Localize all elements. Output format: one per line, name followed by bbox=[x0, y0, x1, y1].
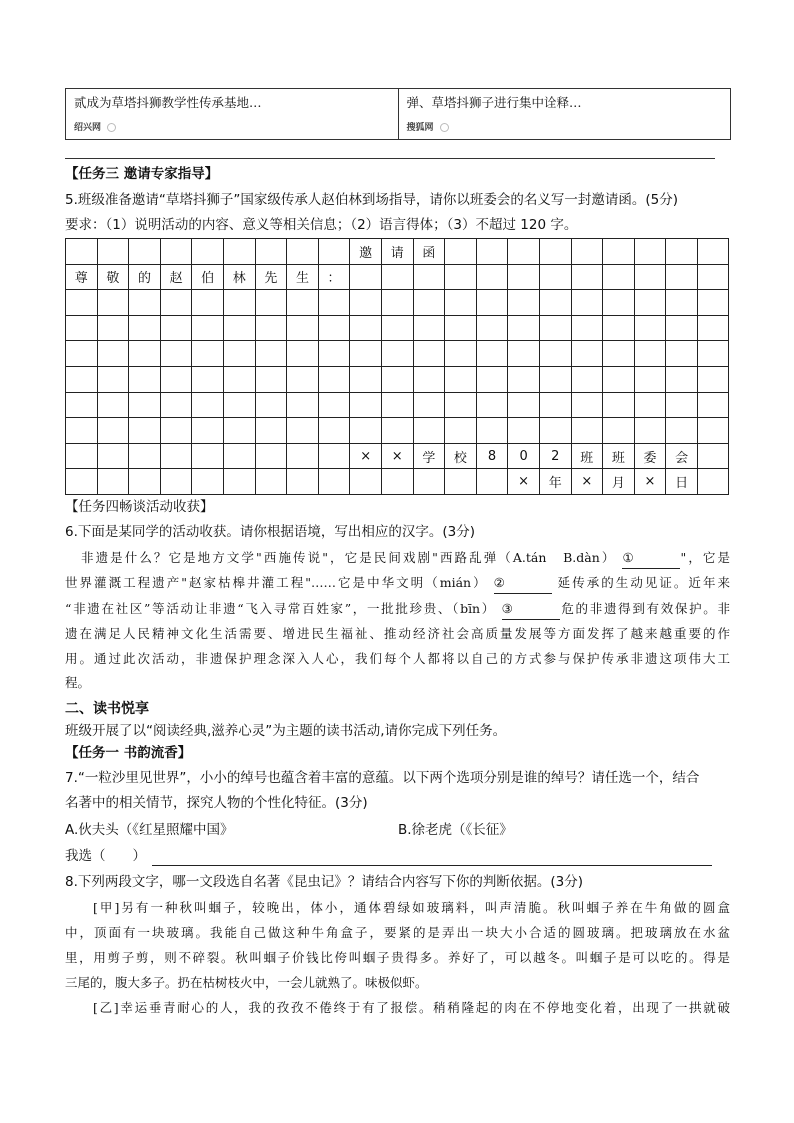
writing-grid[interactable] bbox=[65, 238, 729, 495]
grid-row bbox=[66, 290, 729, 316]
grid-cell[interactable] bbox=[666, 341, 698, 367]
q6-line: 程。 bbox=[65, 675, 91, 690]
grid-cell[interactable] bbox=[666, 315, 698, 341]
grid-cell[interactable]: 日 bbox=[666, 469, 698, 495]
grid-cell[interactable] bbox=[476, 366, 508, 392]
news-results-table bbox=[65, 88, 731, 140]
grid-cell[interactable] bbox=[97, 443, 129, 469]
grid-row bbox=[66, 418, 729, 444]
grid-cell[interactable] bbox=[571, 392, 603, 418]
grid-cell[interactable] bbox=[66, 443, 98, 469]
passage-jia: 里，用剪子剪，则不碎裂。秋叫蝈子价钱比侉叫蝈子贵得多。养好了，可以越冬。叫蝈子是可以吃的。得是 bbox=[65, 950, 730, 965]
grid-cell[interactable] bbox=[666, 418, 698, 444]
grid-cell[interactable] bbox=[350, 469, 382, 495]
grid-cell[interactable] bbox=[160, 341, 192, 367]
grid-cell[interactable] bbox=[571, 264, 603, 290]
grid-cell[interactable]: 尊 bbox=[66, 264, 98, 290]
grid-cell[interactable] bbox=[350, 392, 382, 418]
grid-cell[interactable]: × bbox=[381, 443, 413, 469]
grid-cell[interactable] bbox=[66, 341, 98, 367]
circle-icon bbox=[107, 123, 116, 132]
grid-cell[interactable] bbox=[413, 290, 445, 316]
grid-cell[interactable] bbox=[571, 366, 603, 392]
question-5: 5.班级准备邀请“草塔抖狮子”国家级传承人赵伯林到场指导，请你以班委会的名义写一封邀请函。(5分) bbox=[65, 192, 678, 208]
grid-cell[interactable]: 邀 bbox=[350, 239, 382, 265]
grid-cell[interactable] bbox=[476, 469, 508, 495]
grid-row bbox=[66, 239, 729, 265]
grid-cell[interactable] bbox=[318, 290, 350, 316]
grid-cell[interactable] bbox=[634, 290, 666, 316]
blank-1[interactable]: ① bbox=[622, 548, 680, 569]
grid-cell[interactable] bbox=[697, 239, 729, 265]
grid-cell[interactable] bbox=[697, 366, 729, 392]
grid-cell[interactable] bbox=[508, 341, 540, 367]
grid-cell[interactable] bbox=[192, 315, 224, 341]
grid-cell[interactable]: 林 bbox=[223, 264, 255, 290]
grid-cell[interactable] bbox=[539, 290, 571, 316]
grid-cell[interactable] bbox=[66, 239, 98, 265]
grid-cell[interactable] bbox=[539, 392, 571, 418]
grid-cell[interactable] bbox=[445, 315, 477, 341]
passage-jia: 三尾的，腹大多子。扔在枯树枝火中，一会儿就熟了。味极似虾。 bbox=[65, 975, 428, 990]
grid-cell[interactable] bbox=[129, 469, 161, 495]
grid-cell[interactable] bbox=[255, 290, 287, 316]
grid-cell[interactable] bbox=[445, 341, 477, 367]
grid-cell[interactable] bbox=[539, 264, 571, 290]
grid-cell[interactable]: 年 bbox=[539, 469, 571, 495]
grid-cell[interactable] bbox=[508, 239, 540, 265]
grid-cell[interactable] bbox=[476, 418, 508, 444]
grid-cell[interactable] bbox=[223, 290, 255, 316]
grid-cell[interactable] bbox=[381, 264, 413, 290]
grid-cell[interactable] bbox=[287, 341, 319, 367]
grid-cell[interactable] bbox=[445, 264, 477, 290]
grid-cell[interactable] bbox=[160, 443, 192, 469]
grid-cell[interactable] bbox=[97, 392, 129, 418]
news-source: 搜狐网 bbox=[407, 120, 449, 133]
answer-line[interactable] bbox=[152, 849, 712, 866]
grid-cell[interactable] bbox=[192, 418, 224, 444]
grid-cell[interactable] bbox=[476, 239, 508, 265]
grid-cell[interactable] bbox=[603, 366, 635, 392]
grid-cell[interactable] bbox=[413, 341, 445, 367]
grid-row bbox=[66, 469, 729, 495]
grid-cell[interactable] bbox=[571, 315, 603, 341]
grid-cell[interactable] bbox=[381, 392, 413, 418]
grid-cell[interactable] bbox=[192, 392, 224, 418]
grid-cell[interactable] bbox=[571, 341, 603, 367]
grid-cell[interactable] bbox=[255, 341, 287, 367]
grid-cell[interactable] bbox=[634, 239, 666, 265]
grid-cell[interactable] bbox=[445, 366, 477, 392]
grid-cell[interactable] bbox=[318, 392, 350, 418]
grid-cell[interactable] bbox=[539, 418, 571, 444]
grid-cell[interactable] bbox=[697, 469, 729, 495]
grid-cell[interactable] bbox=[603, 341, 635, 367]
passage-jia: [甲]另有一种秋叫蝈子，较晚出，体小，通体碧绿如玻璃料，叫声清脆。秋叫蝈子养在牛角做的圆盒 bbox=[93, 900, 730, 915]
grid-cell[interactable] bbox=[413, 418, 445, 444]
grid-cell[interactable] bbox=[97, 469, 129, 495]
grid-cell[interactable] bbox=[223, 392, 255, 418]
question-5-requirements: 要求：（1）说明活动的内容、意义等相关信息；（2）语言得体；（3）不超过 120 字。 bbox=[65, 217, 578, 233]
grid-cell[interactable] bbox=[97, 341, 129, 367]
grid-cell[interactable] bbox=[381, 315, 413, 341]
q6-line: 遗在满足人民精神文化生活需要、增进民生福祉、推动经济社会高质量发展等方面发挥了越来越重要的作 bbox=[65, 626, 730, 641]
grid-cell[interactable] bbox=[255, 315, 287, 341]
grid-cell[interactable] bbox=[381, 469, 413, 495]
grid-cell[interactable] bbox=[697, 341, 729, 367]
grid-cell[interactable]: 赵 bbox=[160, 264, 192, 290]
grid-cell[interactable] bbox=[445, 239, 477, 265]
grid-row bbox=[66, 366, 729, 392]
option-a: A.伙夫头（《红星照耀中国》 bbox=[65, 822, 234, 838]
grid-cell[interactable]: 2 bbox=[539, 443, 571, 469]
task3-heading: 【任务三 邀请专家指导】 bbox=[65, 166, 219, 182]
grid-cell[interactable] bbox=[508, 418, 540, 444]
grid-row bbox=[66, 392, 729, 418]
grid-cell[interactable] bbox=[287, 290, 319, 316]
grid-cell[interactable] bbox=[66, 315, 98, 341]
grid-cell[interactable] bbox=[603, 264, 635, 290]
q6-line: “非遗在社区”等活动让非遗“飞入寻常百姓家”，一批批珍贵、（bīn） ③ 危的非遗得到有效保护。非 bbox=[65, 599, 730, 620]
grid-cell[interactable] bbox=[508, 264, 540, 290]
grid-cell[interactable] bbox=[697, 418, 729, 444]
grid-cell[interactable] bbox=[223, 418, 255, 444]
grid-cell[interactable]: 0 bbox=[508, 443, 540, 469]
grid-cell[interactable] bbox=[255, 239, 287, 265]
grid-cell[interactable] bbox=[508, 366, 540, 392]
grid-cell[interactable] bbox=[287, 443, 319, 469]
grid-cell[interactable] bbox=[666, 392, 698, 418]
grid-cell[interactable] bbox=[508, 315, 540, 341]
choice-line[interactable]: 我选（ ） bbox=[65, 846, 730, 866]
grid-row bbox=[66, 443, 729, 469]
grid-cell[interactable] bbox=[571, 290, 603, 316]
grid-cell[interactable] bbox=[192, 290, 224, 316]
grid-cell[interactable]: 班 bbox=[603, 443, 635, 469]
grid-cell[interactable] bbox=[192, 469, 224, 495]
grid-cell[interactable] bbox=[223, 366, 255, 392]
divider bbox=[65, 158, 715, 159]
grid-cell[interactable] bbox=[318, 469, 350, 495]
q6-line: 非遗是什么？它是地方文学"西施传说"，它是民间戏剧"西路乱弹（A.tán B.dàn） ① "，它是 bbox=[65, 548, 730, 569]
grid-cell[interactable] bbox=[255, 469, 287, 495]
grid-cell[interactable]: 班 bbox=[571, 443, 603, 469]
grid-cell[interactable] bbox=[666, 366, 698, 392]
grid-cell[interactable] bbox=[66, 392, 98, 418]
grid-cell[interactable] bbox=[66, 290, 98, 316]
grid-cell[interactable] bbox=[476, 264, 508, 290]
grid-cell[interactable] bbox=[445, 418, 477, 444]
grid-cell[interactable] bbox=[350, 341, 382, 367]
option-b: B.徐老虎（《长征》 bbox=[398, 822, 513, 838]
grid-cell[interactable] bbox=[603, 290, 635, 316]
grid-cell[interactable] bbox=[413, 366, 445, 392]
q6-line: 世界灌溉工程遗产"赵家枯槔井灌工程"……它是中华文明（mián） ② 延传承的生动见证。近年来 bbox=[65, 573, 730, 594]
grid-cell[interactable] bbox=[666, 264, 698, 290]
news-text: 贰成为草塔抖狮教学性传承基地… bbox=[74, 95, 262, 110]
grid-cell[interactable] bbox=[603, 239, 635, 265]
grid-cell[interactable] bbox=[539, 315, 571, 341]
grid-cell[interactable] bbox=[508, 392, 540, 418]
grid-cell[interactable] bbox=[539, 366, 571, 392]
grid-cell[interactable] bbox=[571, 418, 603, 444]
grid-cell[interactable] bbox=[697, 392, 729, 418]
grid-cell[interactable]: 校 bbox=[445, 443, 477, 469]
grid-cell[interactable] bbox=[129, 341, 161, 367]
grid-row bbox=[66, 315, 729, 341]
grid-cell[interactable] bbox=[476, 392, 508, 418]
grid-row bbox=[66, 341, 729, 367]
news-item[interactable] bbox=[66, 89, 398, 139]
grid-cell[interactable] bbox=[318, 239, 350, 265]
grid-cell[interactable] bbox=[160, 315, 192, 341]
grid-cell[interactable]: 的 bbox=[129, 264, 161, 290]
grid-cell[interactable]: × bbox=[571, 469, 603, 495]
grid-cell[interactable]: × bbox=[350, 443, 382, 469]
grid-cell[interactable] bbox=[697, 264, 729, 290]
grid-cell[interactable] bbox=[634, 366, 666, 392]
grid-cell[interactable] bbox=[603, 392, 635, 418]
grid-cell[interactable]: 委 bbox=[634, 443, 666, 469]
grid-cell[interactable] bbox=[160, 469, 192, 495]
grid-cell[interactable] bbox=[97, 366, 129, 392]
grid-cell[interactable]: × bbox=[508, 469, 540, 495]
question-7: 7.“一粒沙里见世界”，小小的绰号也蕴含着丰富的意蕴。以下两个选项分别是谁的绰号？请任选一个，结合 bbox=[65, 770, 700, 786]
grid-cell[interactable] bbox=[192, 341, 224, 367]
grid-cell[interactable] bbox=[318, 366, 350, 392]
grid-cell[interactable] bbox=[160, 418, 192, 444]
grid-cell[interactable] bbox=[666, 239, 698, 265]
grid-cell[interactable] bbox=[413, 264, 445, 290]
grid-cell[interactable] bbox=[350, 290, 382, 316]
grid-cell[interactable] bbox=[255, 392, 287, 418]
task4-heading: 【任务四畅谈活动收获】 bbox=[65, 499, 214, 515]
grid-cell[interactable]: 请 bbox=[381, 239, 413, 265]
grid-cell[interactable] bbox=[160, 239, 192, 265]
grid-cell[interactable] bbox=[129, 366, 161, 392]
grid-cell[interactable] bbox=[129, 443, 161, 469]
news-source: 绍兴网 bbox=[74, 120, 116, 133]
grid-cell[interactable] bbox=[634, 392, 666, 418]
grid-cell[interactable] bbox=[287, 418, 319, 444]
grid-cell[interactable] bbox=[160, 290, 192, 316]
news-item[interactable] bbox=[398, 89, 731, 139]
grid-cell[interactable] bbox=[445, 290, 477, 316]
grid-cell[interactable] bbox=[287, 239, 319, 265]
grid-cell[interactable] bbox=[413, 315, 445, 341]
passage-jia: 中，顶面有一块玻璃。我能自己做这种牛角盒子，要紧的是弄出一块大小合适的圆玻璃。把玻璃放在水盆 bbox=[65, 925, 730, 940]
grid-cell[interactable] bbox=[603, 418, 635, 444]
grid-cell[interactable] bbox=[287, 392, 319, 418]
grid-cell[interactable] bbox=[223, 315, 255, 341]
grid-cell[interactable] bbox=[129, 418, 161, 444]
grid-cell[interactable] bbox=[129, 239, 161, 265]
question-6: 6.下面是某同学的活动收获。请你根据语境，写出相应的汉字。(3分) bbox=[65, 524, 476, 540]
grid-cell[interactable] bbox=[476, 315, 508, 341]
grid-cell[interactable] bbox=[97, 315, 129, 341]
grid-cell[interactable] bbox=[160, 366, 192, 392]
grid-cell[interactable] bbox=[255, 366, 287, 392]
grid-cell[interactable] bbox=[97, 418, 129, 444]
grid-cell[interactable] bbox=[350, 264, 382, 290]
grid-cell[interactable] bbox=[539, 341, 571, 367]
grid-cell[interactable] bbox=[634, 418, 666, 444]
grid-cell[interactable] bbox=[223, 341, 255, 367]
grid-cell[interactable] bbox=[571, 239, 603, 265]
grid-cell[interactable] bbox=[476, 290, 508, 316]
grid-cell[interactable] bbox=[192, 443, 224, 469]
grid-cell[interactable] bbox=[634, 341, 666, 367]
circle-icon bbox=[440, 123, 449, 132]
grid-cell[interactable] bbox=[129, 392, 161, 418]
q6-line: 用。通过此次活动，非遗保护理念深入人心，我们每个人都将以自己的方式参与保护传承非遗这项伟大工 bbox=[65, 651, 730, 666]
grid-cell[interactable]: ： bbox=[318, 264, 350, 290]
grid-cell[interactable]: 先 bbox=[255, 264, 287, 290]
grid-cell[interactable] bbox=[160, 392, 192, 418]
grid-cell[interactable] bbox=[223, 443, 255, 469]
task1-heading: 【任务一 书韵流香】 bbox=[65, 745, 192, 761]
section-2-heading: 二、读书悦享 bbox=[65, 701, 149, 717]
grid-cell[interactable] bbox=[603, 315, 635, 341]
grid-cell[interactable] bbox=[666, 290, 698, 316]
grid-cell[interactable]: 敬 bbox=[97, 264, 129, 290]
passage-yi: [乙]幸运垂青耐心的人，我的孜孜不倦终于有了报偿。稍稍隆起的肉在不停地变化着，出现了一拱就破 bbox=[93, 1000, 730, 1015]
grid-cell[interactable] bbox=[223, 239, 255, 265]
grid-cell[interactable] bbox=[97, 290, 129, 316]
grid-cell[interactable] bbox=[287, 469, 319, 495]
grid-cell[interactable]: 会 bbox=[666, 443, 698, 469]
grid-cell[interactable] bbox=[508, 290, 540, 316]
grid-cell[interactable]: 生 bbox=[287, 264, 319, 290]
grid-cell[interactable] bbox=[350, 418, 382, 444]
grid-cell[interactable] bbox=[129, 315, 161, 341]
grid-cell[interactable] bbox=[66, 418, 98, 444]
grid-cell[interactable] bbox=[445, 469, 477, 495]
grid-cell[interactable] bbox=[413, 469, 445, 495]
grid-cell[interactable] bbox=[318, 341, 350, 367]
grid-cell[interactable]: × bbox=[634, 469, 666, 495]
blank-2[interactable]: ② bbox=[494, 573, 552, 594]
grid-cell[interactable] bbox=[381, 418, 413, 444]
grid-cell[interactable] bbox=[634, 315, 666, 341]
grid-cell[interactable] bbox=[97, 239, 129, 265]
grid-cell[interactable] bbox=[192, 239, 224, 265]
grid-cell[interactable] bbox=[318, 315, 350, 341]
grid-cell[interactable] bbox=[697, 290, 729, 316]
grid-cell[interactable] bbox=[66, 366, 98, 392]
grid-cell[interactable] bbox=[413, 392, 445, 418]
grid-cell[interactable] bbox=[476, 341, 508, 367]
question-8: 8.下列两段文字，哪一文段选自名著《昆虫记》？请结合内容写下你的判断依据。(3分) bbox=[65, 874, 584, 890]
grid-cell[interactable] bbox=[381, 290, 413, 316]
grid-row bbox=[66, 264, 729, 290]
grid-cell[interactable] bbox=[697, 315, 729, 341]
grid-cell[interactable] bbox=[255, 443, 287, 469]
news-text: 弹、草塔抖狮子进行集中诠释… bbox=[406, 95, 582, 110]
grid-cell[interactable] bbox=[255, 418, 287, 444]
grid-cell[interactable] bbox=[539, 239, 571, 265]
section-2-intro: 班级开展了以“阅读经典,滋养心灵”为主题的读书活动,请你完成下列任务。 bbox=[65, 723, 507, 739]
grid-cell[interactable]: 月 bbox=[603, 469, 635, 495]
grid-cell[interactable] bbox=[318, 418, 350, 444]
grid-cell[interactable]: 伯 bbox=[192, 264, 224, 290]
grid-cell[interactable] bbox=[66, 469, 98, 495]
grid-cell[interactable] bbox=[381, 341, 413, 367]
grid-cell[interactable] bbox=[287, 315, 319, 341]
grid-cell[interactable]: 8 bbox=[476, 443, 508, 469]
grid-cell[interactable] bbox=[634, 264, 666, 290]
grid-cell[interactable] bbox=[445, 392, 477, 418]
grid-cell[interactable] bbox=[381, 366, 413, 392]
grid-cell[interactable] bbox=[287, 366, 319, 392]
grid-cell[interactable]: 学 bbox=[413, 443, 445, 469]
grid-cell[interactable] bbox=[192, 366, 224, 392]
grid-cell[interactable] bbox=[223, 469, 255, 495]
grid-cell[interactable] bbox=[318, 443, 350, 469]
blank-3[interactable]: ③ bbox=[502, 599, 560, 620]
grid-cell[interactable]: 函 bbox=[413, 239, 445, 265]
question-7: 名著中的相关情节，探究人物的个性化特征。(3分) bbox=[65, 795, 368, 811]
grid-cell[interactable] bbox=[129, 290, 161, 316]
grid-cell[interactable] bbox=[350, 366, 382, 392]
grid-cell[interactable] bbox=[350, 315, 382, 341]
grid-cell[interactable] bbox=[697, 443, 729, 469]
